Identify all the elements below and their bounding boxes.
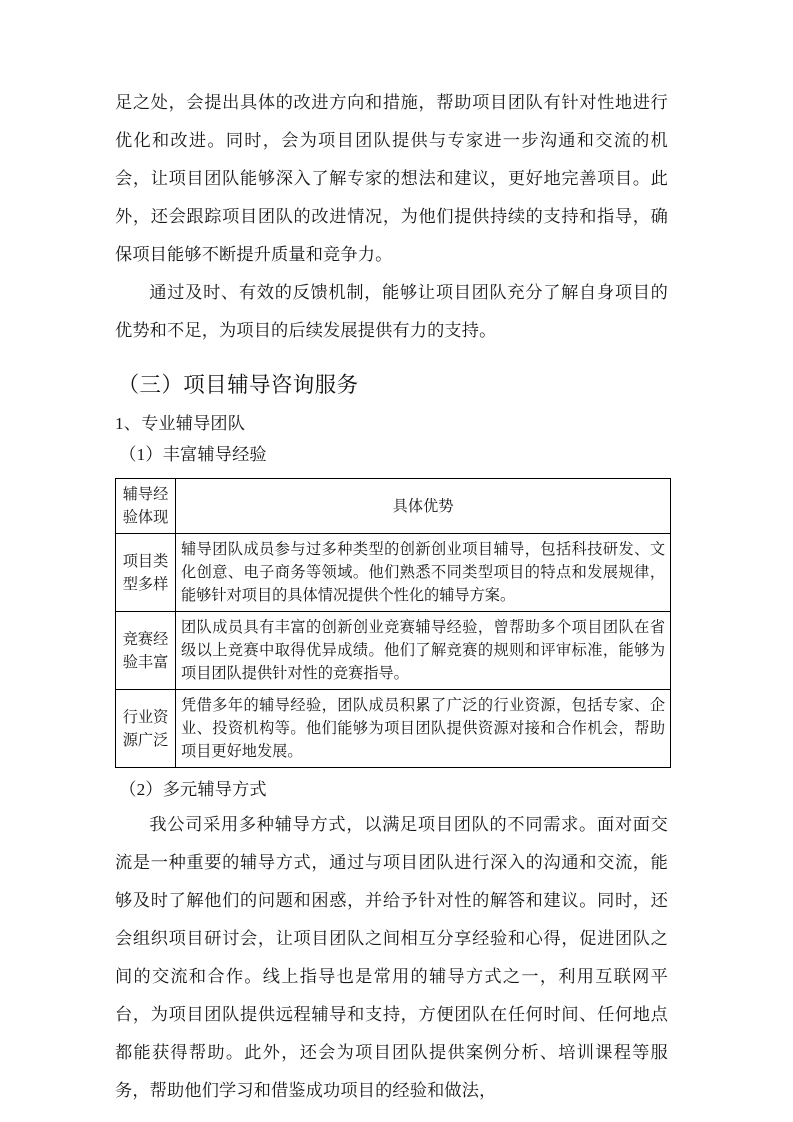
table-row [116,690,671,768]
table-row-label-industry-resources: 行业资源广泛 [116,690,176,768]
subheading-professional-team: 1、专业辅导团队 [115,414,246,433]
table-header-label-cell: 辅导经验体现 [116,479,176,534]
table-body [116,479,671,768]
subheading-diverse-methods: （2）多元辅导方式 [119,780,267,799]
table-row-label-competition-experience: 竞赛经验丰富 [116,612,176,690]
table-row-value-project-types: 辅导团队成员参与过多种类型的创新创业项目辅导，包括科技研发、文化创意、电子商务等领域。他们熟悉不同类型项目的特点和发展规律，能够针对项目的具体情况提供个性化的辅导方案。 [176,534,671,612]
paragraph-guidance-methods: 我公司采用多种辅导方式，以满足项目团队的不同需求。面对面交流是一种重要的辅导方式，通过与项目团队进行深入的沟通和交流，能够及时了解他们的问题和困惑，并给予针对性的解答和建议。同时，还会组织项目研讨会，让项目团队之间相互分享经验和心得，促进团队之间的交流和合作。线上指导也是常用的辅导方式之一，利用互联网平台，为项目团队提供远程辅导和支持，方便团队在任何时间、任何地点都能获得帮助。此外，还会为项目团队提供案例分析、培训课程等服务，帮助他们学习和借鉴成功项目的经验和做法， [115,815,668,1100]
subheading-rich-experience: （1）丰富辅导经验 [119,445,267,464]
table-row-value-competition-experience: 团队成员具有丰富的创新创业竞赛辅导经验，曾帮助多个项目团队在省级以上竞赛中取得优异成绩。他们了解竞赛的规则和评审标准，能够为项目团队提供针对性的竞赛指导。 [176,612,671,690]
section-heading-consulting-service: （三）项目辅导咨询服务 [117,373,359,397]
table-row [116,612,671,690]
advantage-table [115,478,671,768]
table-row [116,534,671,612]
paragraph-feedback-summary: 通过及时、有效的反馈机制，能够让项目团队充分了解自身项目的优势和不足，为项目的后续发展提供有力的支持。 [115,283,668,340]
paragraph-continued-top: 足之处，会提出具体的改进方向和措施，帮助项目团队有针对性地进行优化和改进。同时，会为项目团队提供与专家进一步沟通和交流的机会，让项目团队能够深入了解专家的想法和建议，更好地完善项目。此外，还会跟踪项目团队的改进情况，为他们提供持续的支持和指导，确保项目能够不断提升质量和竞争力。 [115,93,668,264]
page-content-body [115,84,668,1110]
table-header-row [116,479,671,534]
table-header-value-cell: 具体优势 [176,479,671,534]
table-row-value-industry-resources: 凭借多年的辅导经验，团队成员积累了广泛的行业资源，包括专家、企业、投资机构等。他们能够为项目团队提供资源对接和合作机会，帮助项目更好地发展。 [176,690,671,768]
table-row-label-project-types: 项目类型多样 [116,534,176,612]
